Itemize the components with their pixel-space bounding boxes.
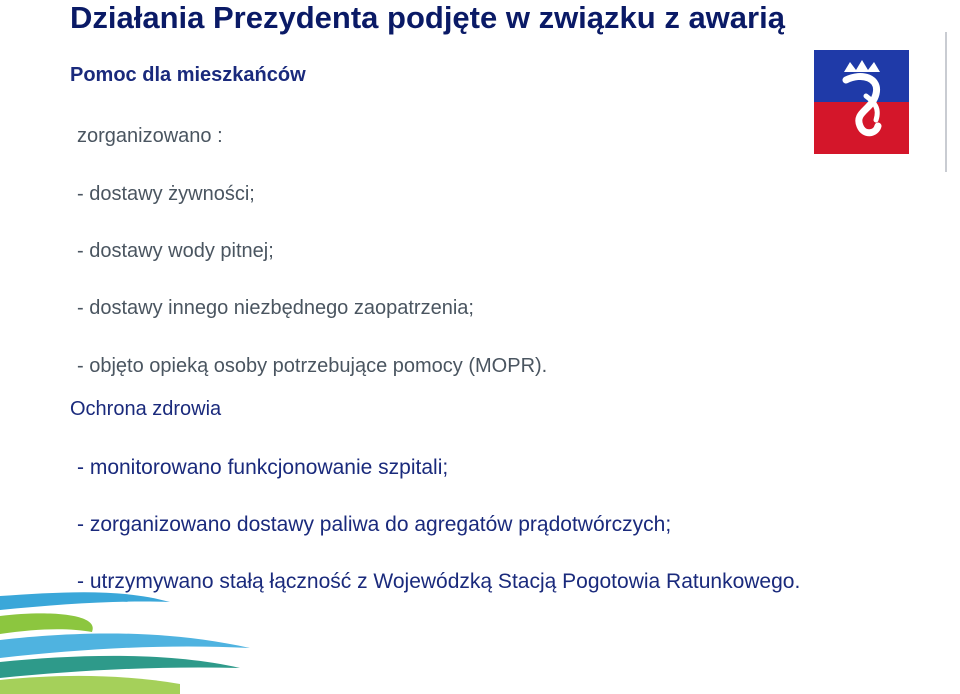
section-intro: zorganizowano : — [77, 125, 223, 147]
list-item: - dostawy wody pitnej; — [77, 240, 274, 262]
list-item: - dostawy żywności; — [77, 183, 255, 205]
list-item: - dostawy innego niezbędnego zaopatrzenia; — [77, 297, 474, 319]
szczecin-logo-icon — [814, 50, 909, 154]
section-heading-residents: Pomoc dla mieszkańców — [70, 64, 306, 86]
list-item: - objęto opieką osoby potrzebujące pomocy (MOPR). — [77, 355, 548, 377]
slide-title: Działania Prezydenta podjęte w związku z awarią — [70, 0, 785, 35]
edge-divider — [945, 32, 947, 172]
section-heading-health: Ochrona zdrowia — [70, 398, 222, 420]
list-item: - monitorowano funkcjonowanie szpitali; — [77, 456, 449, 479]
list-item: - utrzymywano stałą łączność z Wojewódzką Stacją Pogotowia Ratunkowego. — [77, 570, 801, 593]
waves-decoration-icon — [0, 588, 250, 694]
list-item: - zorganizowano dostawy paliwa do agregatów prądotwórczych; — [77, 513, 672, 536]
